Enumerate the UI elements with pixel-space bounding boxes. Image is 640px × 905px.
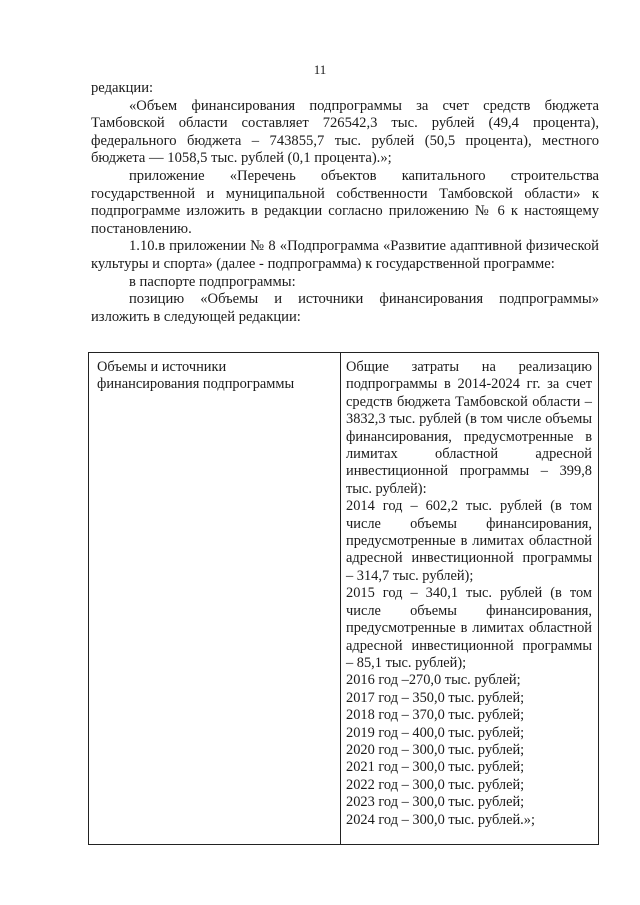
- financing-year-2022: 2022 год – 300,0 тыс. рублей;: [346, 776, 525, 793]
- table-cell-value: [346, 359, 592, 829]
- financing-table: [88, 352, 599, 845]
- paragraph-financing-volume: «Объем финансирования подпрограммы за счет средств бюджета Тамбовской области составляет 726542,3 тыс. рублей (49,4 процента), федерального бюджета – 743855,7 тыс. рублей (50,5 процента), местного бюджета — 1058,5 тыс. рублей (0,1 процента).»;: [91, 97, 599, 167]
- financing-year-2020: 2020 год – 300,0 тыс. рублей;: [346, 741, 525, 758]
- paragraph-passport: в паспорте подпрограммы:: [129, 273, 296, 290]
- paragraph-continuation: редакции:: [91, 80, 154, 96]
- financing-year-2015: 2015 год – 340,1 тыс. рублей (в том числе объемы финансирования, предусмотренные в лимитах областной адресной инвестиционной программы – 85,1 тыс. рублей);: [346, 585, 592, 671]
- table-column-divider: [340, 353, 341, 844]
- financing-year-2019: 2019 год – 400,0 тыс. рублей;: [346, 724, 525, 741]
- financing-year-2014: 2014 год – 602,2 тыс. рублей (в том числе объемы финансирования, предусмотренные в лимитах областной адресной инвестиционной программы – 314,7 тыс. рублей);: [346, 498, 592, 584]
- financing-year-2018: 2018 год – 370,0 тыс. рублей;: [346, 707, 525, 724]
- document-body: [91, 80, 599, 326]
- financing-year-2017: 2017 год – 350,0 тыс. рублей;: [346, 689, 525, 706]
- paragraph-position: позицию «Объемы и источники финансирования подпрограммы» изложить в следующей редакции:: [91, 291, 599, 325]
- financing-year-2023: 2023 год – 300,0 тыс. рублей;: [346, 794, 525, 811]
- financing-year-2024: 2024 год – 300,0 тыс. рублей.»;: [346, 811, 535, 828]
- paragraph-appendix-list: приложение «Перечень объектов капитального строительства государственной и муниципальной собственности Тамбовской области» к подпрограмме изложить в редакции согласно приложению № 6 к настоящему постановлению.: [91, 167, 599, 237]
- financing-year-2016: 2016 год –270,0 тыс. рублей;: [346, 672, 521, 689]
- paragraph-item-1-10: 1.10.в приложении № 8 «Подпрограмма «Развитие адаптивной физической культуры и спорта» (далее - подпрограмма) к государственной программе:: [91, 238, 599, 272]
- financing-total-text: Общие затраты на реализацию подпрограммы в 2014-2024 гг. за счет средств бюджета Тамбовской области – 3832,3 тыс. рублей (в том числе объемы финансирования, предусмотренные в лимитах областной адресной инвестиционной программы – 399,8 тыс. рублей):: [346, 359, 592, 497]
- table-cell-label: Объемы и источники финансирования подпрограммы: [97, 359, 295, 393]
- page-number: 11: [313, 62, 327, 77]
- financing-year-2021: 2021 год – 300,0 тыс. рублей;: [346, 759, 525, 776]
